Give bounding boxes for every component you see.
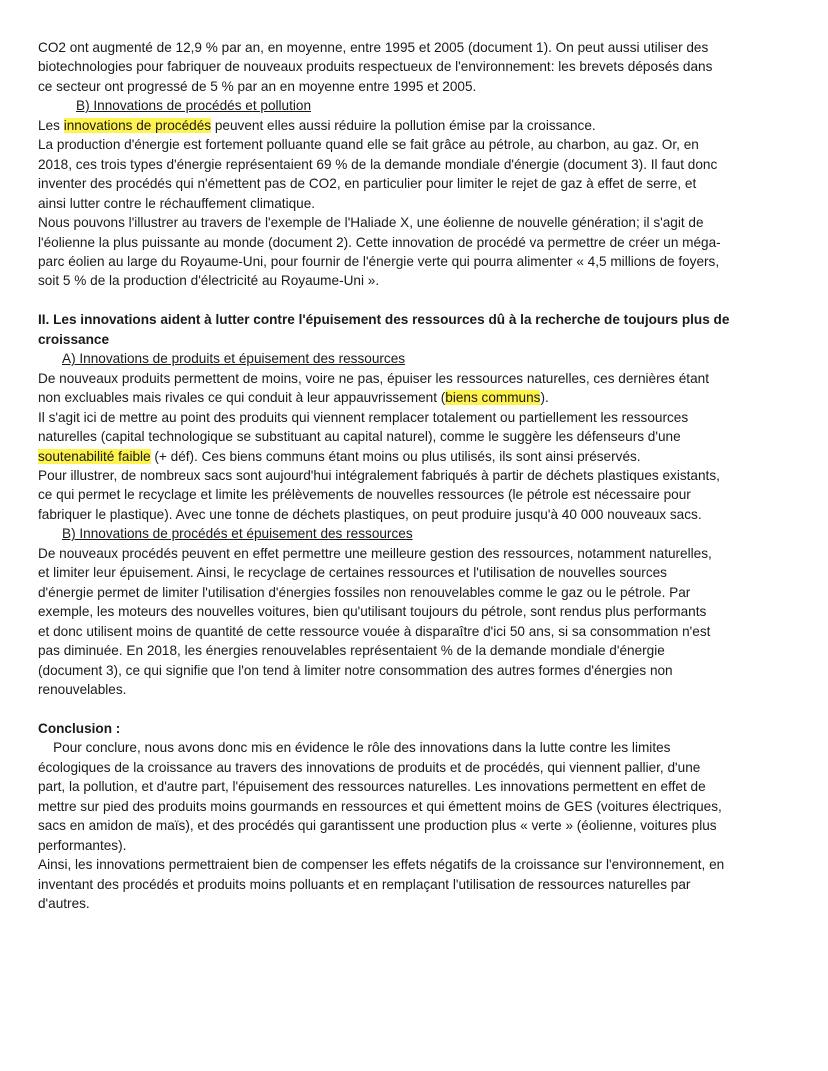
part2-title: II. Les innovations aident à lutter contre l'épuisement des ressources dû à la recherche de toujours plus de xyxy=(38,312,730,328)
text-line: fabriquer le plastique). Avec une tonne de déchets plastiques, on peut produire jusqu'à 40 000 nouveaux sacs. xyxy=(38,506,702,522)
text-span: non excluables mais rivales ce qui conduit à leur appauvrissement ( xyxy=(38,390,446,406)
conclusion-title: Conclusion : xyxy=(38,720,121,736)
document-body xyxy=(38,38,798,913)
text-line: l'éolienne la plus puissante au monde (document 2). Cette innovation de procédé va permettre de créer un méga- xyxy=(38,234,721,250)
text-span: (+ déf). Ces biens communs étant moins ou plus utilisés, ils sont ainsi préservés. xyxy=(150,448,641,464)
text-line: CO2 ont augmenté de 12,9 % par an, en moyenne, entre 1995 et 2005 (document 1). On peut aussi utiliser des xyxy=(38,40,709,55)
text-line xyxy=(38,116,798,135)
text-line: mettre sur pied des produits moins gourmands en ressources et qui émettent moins de GES (voitures électriques, xyxy=(38,798,722,814)
text-line: naturelles (capital technologique se substituant au capital naturel), comme le suggère les défenseurs d'une xyxy=(38,429,681,445)
text-line: exemple, les moteurs des nouvelles voitures, bien qu'utilisant toujours du pétrole, sont rendus plus performants xyxy=(38,604,707,620)
text-line: d'autres. xyxy=(38,896,90,912)
subheading-b1 xyxy=(38,96,798,115)
text-line: et donc utilisent moins de quantité de cette ressource vouée à disparaître d'ici 50 ans, si sa consommation n'est xyxy=(38,623,711,639)
text-line: renouvelables. xyxy=(38,682,127,697)
subheading-b2 xyxy=(38,524,798,543)
subheading-b2-text: B) Innovations de procédés et épuisement des ressources xyxy=(62,526,413,542)
subheading-a2 xyxy=(38,349,798,368)
spacer xyxy=(38,699,798,719)
text-line: 2018, ces trois types d'énergie représentaient 69 % de la demande mondiale d'énergie (document 3). Il faut donc xyxy=(38,156,718,172)
text-line: ce secteur ont progressé de 5 % par an en moyenne entre 1995 et 2005. xyxy=(38,78,477,94)
text-line: soit 5 % de la production d'électricité au Royaume-Uni ». xyxy=(38,273,380,289)
text-line: d'énergie permet de limiter l'utilisation d'énergies fossiles non renouvelables comme le gaz ou le pétrole. Par xyxy=(38,584,691,600)
text-span: peuvent elles aussi réduire la pollution émise par la croissance. xyxy=(211,117,596,133)
text-span: Les xyxy=(38,117,64,133)
text-line: part, la pollution, et d'autre part, l'épuisement des ressources naturelles. Les innovations permettent en effet de xyxy=(38,779,706,795)
text-line: Ainsi, les innovations permettraient bien de compenser les effets négatifs de la croissance sur l'environnement, en xyxy=(38,857,725,873)
highlight-innovations-procedes: innovations de procédés xyxy=(63,117,212,133)
text-line: ce qui permet le recyclage et limite les prélèvements de nouvelles ressources (le pétrole est nécessaire pour xyxy=(38,487,691,503)
spacer xyxy=(38,291,798,311)
text-span: ). xyxy=(540,390,549,406)
text-line: inventer des procédés qui n'émettent pas de CO2, en particulier pour limiter le rejet de gaz à effet de serre, et xyxy=(38,176,697,192)
text-line xyxy=(38,447,798,466)
text-line: performantes). xyxy=(38,837,127,853)
part2-title-cont: croissance xyxy=(38,331,110,347)
highlight-soutenabilite-faible: soutenabilité faible xyxy=(38,448,151,464)
text-line: De nouveaux produits permettent de moins, voire ne pas, épuiser les ressources naturelles, ces dernières étant xyxy=(38,370,709,386)
highlight-biens-communs: biens communs xyxy=(445,390,541,406)
text-line: écologiques de la croissance au travers des innovations de produits et de procédés, qui viennent pallier, d'une xyxy=(38,759,701,775)
text-line: (document 3), ce qui signifie que l'on tend à limiter notre consommation des autres formes d'énergies non xyxy=(38,662,673,678)
text-line: pas diminuée. En 2018, les énergies renouvelables représentaient % de la demande mondiale d'énergie xyxy=(38,643,665,659)
text-line: parc éolien au large du Royaume-Uni, pour fournir de l'énergie verte qui pourra alimenter « 4,5 millions de foyers, xyxy=(38,253,720,269)
text-line: sacs en amidon de maïs), et des procédés qui garantissent une production plus « verte » (éolienne, voitures plus xyxy=(38,818,717,834)
text-line: Pour conclure, nous avons donc mis en évidence le rôle des innovations dans la lutte contre les limites xyxy=(38,740,671,756)
text-line: Pour illustrer, de nombreux sacs sont aujourd'hui intégralement fabriqués à partir de déchets plastiques existants, xyxy=(38,468,720,484)
text-line xyxy=(38,388,798,407)
text-line: De nouveaux procédés peuvent en effet permettre une meilleure gestion des ressources, notamment naturelles, xyxy=(38,545,712,561)
text-line: ainsi lutter contre le réchauffement climatique. xyxy=(38,195,316,211)
text-line: et limiter leur épuisement. Ainsi, le recyclage de certaines ressources et l'utilisation de nouvelles sources xyxy=(38,565,667,581)
text-line: La production d'énergie est fortement polluante quand elle se fait grâce au pétrole, au charbon, au gaz. Or, en xyxy=(38,137,699,153)
text-line: Il s'agit ici de mettre au point des produits qui viennent remplacer totalement ou partiellement les ressources xyxy=(38,409,689,425)
subheading-a2-text: A) Innovations de produits et épuisement des ressources xyxy=(62,351,406,367)
text-line: Nous pouvons l'illustrer au travers de l'exemple de l'Haliade X, une éolienne de nouvelle génération; il s'agit de xyxy=(38,215,704,231)
text-line: inventant des procédés et produits moins polluants et en remplaçant l'utilisation de ressources naturelles par xyxy=(38,876,691,892)
subheading-b1-text: B) Innovations de procédés et pollution xyxy=(76,98,312,114)
text-line: biotechnologies pour fabriquer de nouveaux produits respectueux de l'environnement: les brevets déposés dans xyxy=(38,59,713,75)
